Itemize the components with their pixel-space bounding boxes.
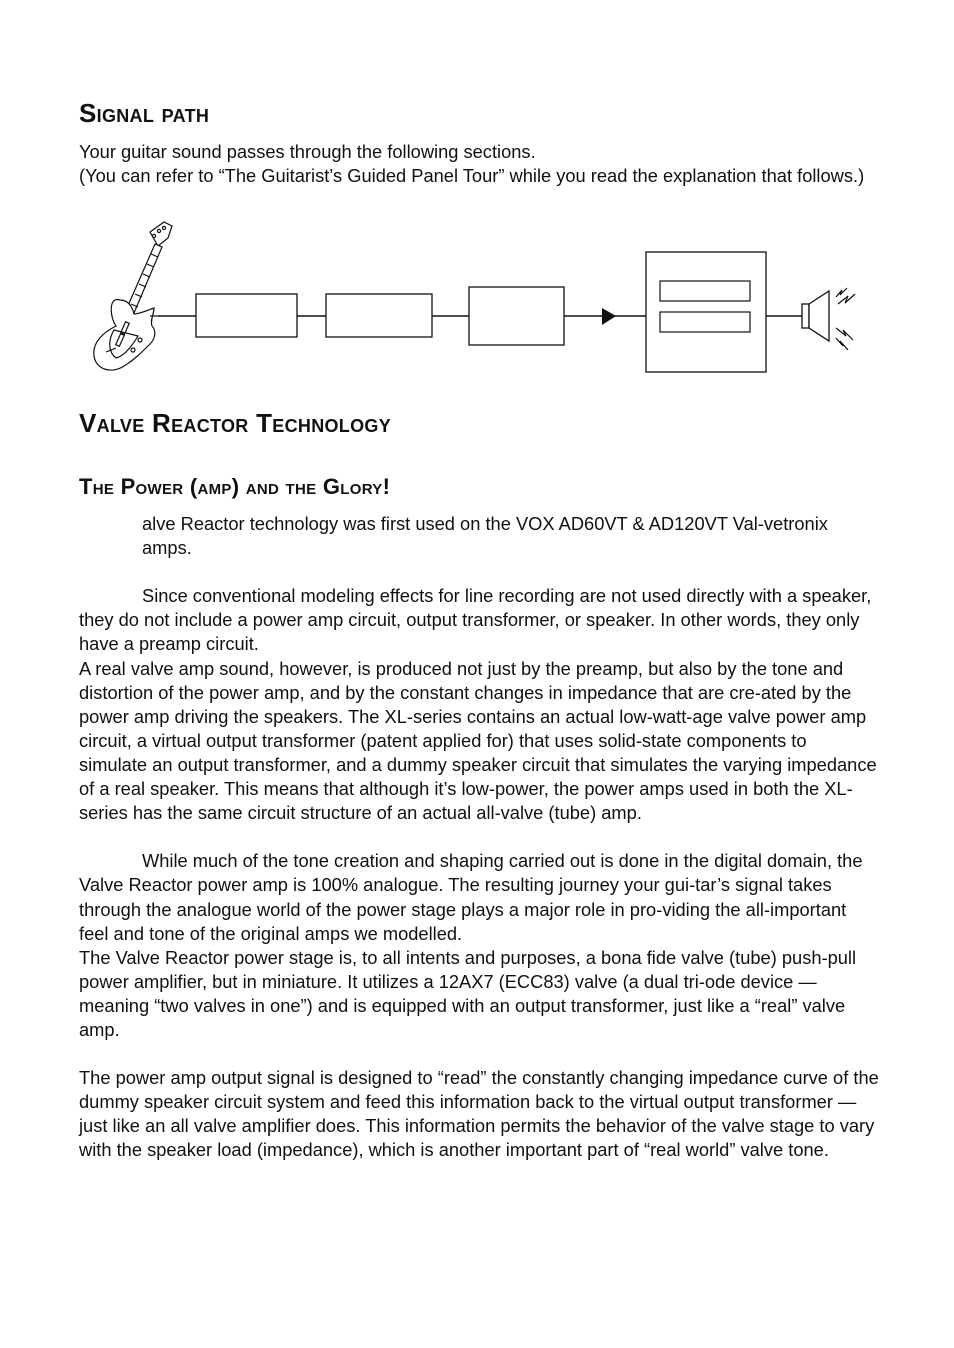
- power-amp-body: [79, 512, 879, 1163]
- electric-guitar-icon: [94, 222, 172, 370]
- intro-line-2: (You can refer to “The Guitarist’s Guided Panel Tour” while you read the explanation that follows.): [79, 165, 865, 187]
- amp-sub-block-1: [660, 281, 750, 301]
- paragraph-4: While much of the tone creation and shaping carried out is done in the digital domain, the Valve Reactor power amp is 100% analogue. The resulting journey your gui-tar’s signal takes through the analogue world of the power stage plays a major role in pro-viding the all-important feel and tone of the original amps we modelled.: [79, 850, 863, 944]
- signal-path-heading: Signal path: [79, 98, 210, 128]
- paragraph-5: The Valve Reactor power stage is, to all intents and purposes, a bona fide valve (tube) push-pull power amplifier, but in miniature. It utilizes a 12AX7 (ECC83) valve (a dual tri-ode device — meaning “two valves in one”) and is equipped with an output transformer, just like a “real” valve amp.: [79, 946, 857, 1040]
- amp-sub-block-2: [660, 312, 750, 332]
- power-amp-heading: The Power (amp) and the Glory!: [79, 474, 391, 499]
- signal-block-2: [326, 294, 432, 337]
- valve-reactor-heading: Valve Reactor Technology: [79, 408, 391, 438]
- speaker-icon: [802, 291, 829, 341]
- intro-line-1: Your guitar sound passes through the following sections.: [79, 141, 536, 162]
- paragraph-3: A real valve amp sound, however, is produced not just by the preamp, but also by the tone and distortion of the power amp, and by the constant changes in impedance that are cre-ated by the power amp driving the speakers. The XL-series contains an actual low-watt-age valve power amp circuit, a virtual output transformer (patent applied for) that uses solid-state components to simulate an output transformer, and a dummy speaker circuit that simulates the varying impedance of a real speaker. This means that although it’s low-power, the power amps used in both the XL-series has the same circuit structure of an actual all-valve (tube) amp.: [79, 657, 877, 824]
- paragraph-2: Since conventional modeling effects for line recording are not used directly with a speaker, they do not include a power amp circuit, output transformer, or speaker. In other words, they only have a preamp circuit.: [79, 585, 872, 655]
- paragraph-6: The power amp output signal is designed to “read” the constantly changing impedance curve of the dummy speaker circuit system and feed this information back to the virtual output transformer — just like an all valve amplifier does. This information permits the behavior of the valve stage to vary with the speaker load (impedance), which is another important part of “real world” valve tone.: [79, 1067, 879, 1161]
- signal-arrow-icon: [602, 308, 616, 325]
- signal-block-3: [469, 287, 564, 345]
- paragraph-1: alve Reactor technology was first used on the VOX AD60VT & AD120VT Val-vetronix amps.: [142, 513, 828, 559]
- signal-block-1: [196, 294, 297, 337]
- sound-waves-icon: [836, 288, 855, 350]
